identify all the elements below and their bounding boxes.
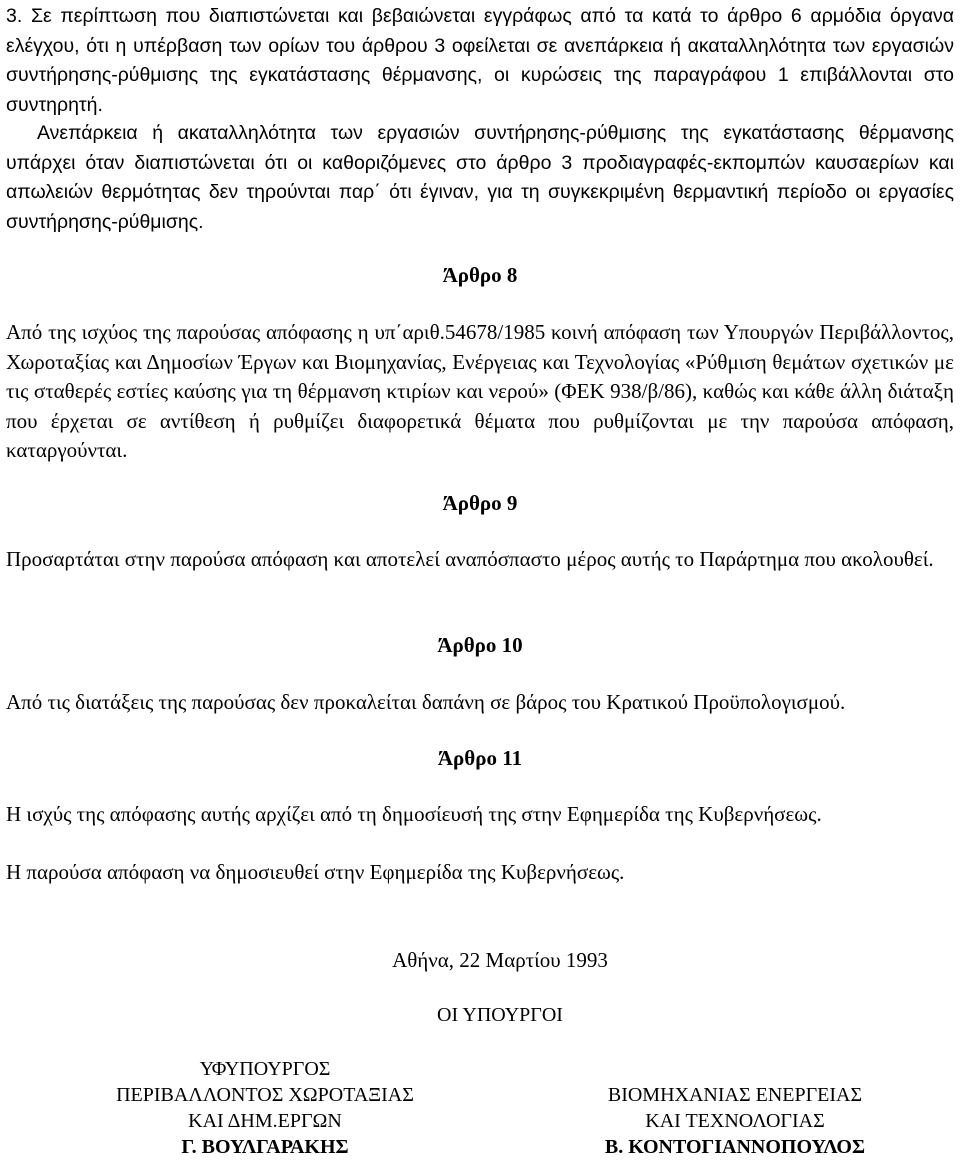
article-9-text: Προσαρτάται στην παρούσα απόφαση και αποτελεί αναπόσπαστο μέρος αυτής το Παράρτημα που ακολουθεί. [6, 547, 934, 571]
ministers-heading: ΟΙ ΥΠΟΥΡΓΟΙ [437, 1004, 563, 1026]
signatory-left-ministry: ΠΕΡΙΒΑΛΛΟΝΤΟΣ ΧΩΡΟΤΑΞΙΑΣ [116, 1084, 414, 1106]
article-11-heading: Άρθρο 11 [437, 746, 523, 770]
signatory-left [60, 1056, 470, 1160]
article-10-heading: Άρθρο 10 [437, 633, 523, 657]
item-3-paragraph-2: Ανεπάρκεια ή ακαταλληλότητα των εργασιών συντήρησης-ρύθμισης της εγκατάστασης θέρμανσης υπάρχει όταν διαπιστώνεται ότι οι καθοριζόμενες στο άρθρο 3 προδιαγραφές-εκπομπών καυσαερίων και απωλειών θερμότητας δεν τηρούνται παρ΄ ότι έγιναν, για τη συγκεκριμένη θερμαντική περίοδο οι εργασίες συντήρησης-ρύθμισης. [6, 122, 954, 233]
article-11-text: Η ισχύς της απόφασης αυτής αρχίζει από τη δημοσίευσή της στην Εφημερίδα της Κυβερνήσεως. [6, 802, 822, 826]
signatory-left-title: ΥΦΥΠΟΥΡΓΟΣ [199, 1058, 331, 1080]
item-3-paragraph [6, 2, 954, 120]
signatory-right-ministry: ΒΙΟΜΗΧΑΝΙΑΣ ΕΝΕΡΓΕΙΑΣ [607, 1084, 863, 1106]
signatory-right-ministry-2: ΚΑΙ ΤΕΧΝΟΛΟΓΙΑΣ [645, 1110, 825, 1132]
place-date: Αθήνα, 22 Μαρτίου 1993 [392, 948, 608, 972]
article-9-heading: Άρθρο 9 [442, 491, 518, 515]
item-3-number: 3. [6, 5, 23, 27]
signatory-left-name: Γ. ΒΟΥΛΓΑΡΑΚΗΣ [181, 1136, 349, 1158]
signatory-left-ministry-2: ΚΑΙ ΔΗΜ.ΕΡΓΩΝ [188, 1110, 342, 1132]
article-8-heading: Άρθρο 8 [442, 263, 518, 287]
article-10-text: Από τις διατάξεις της παρούσας δεν προκαλείται δαπάνη σε βάρος του Κρατικού Προϋπολογισμού. [6, 690, 846, 714]
article-11-text-2: Η παρούσα απόφαση να δημοσιευθεί στην Εφημερίδα της Κυβερνήσεως. [6, 860, 625, 884]
item-3-text: Σε περίπτωση που διαπιστώνεται και βεβαιώνεται εγγράφως από τα κατά το άρθρο 6 αρμόδια όργανα ελέγχου, ότι η υπέρβαση των ορίων του άρθρου 3 οφείλεται σε ανεπάρκεια ή ακαταλληλότητα των εργασιών συντήρησης-ρύθμισης της εγκατάστασης θέρμανσης, οι κυρώσεις της παραγράφου 1 επιβάλλονται στο συντηρητή. [6, 5, 954, 116]
article-8-text: Από της ισχύος της παρούσας απόφασης η υπ΄αριθ.54678/1985 κοινή απόφαση των Υπουργών Περιβάλλοντος, Χωροταξίας και Δημοσίων Έργων και Βιομηχανίας, Ενέργειας και Τεχνολογίας «Ρύθμιση θεμάτων σχετικών με τις σταθερές εστίες καύσης για τη θέρμανση κτιρίων και νερού» (ΦΕΚ 938/β/86), καθώς και κάθε άλλη διάταξη που έρχεται σε αντίθεση ή ρυθμίζει διαφορετικά θέματα που ρυθμίζονται με την παρούσα απόφαση, καταργούνται. [6, 320, 954, 462]
signatory-right [530, 1082, 940, 1160]
signatory-right-name: Β. ΚΟΝΤΟΓΙΑΝΝΟΠΟΥΛΟΣ [604, 1136, 866, 1158]
